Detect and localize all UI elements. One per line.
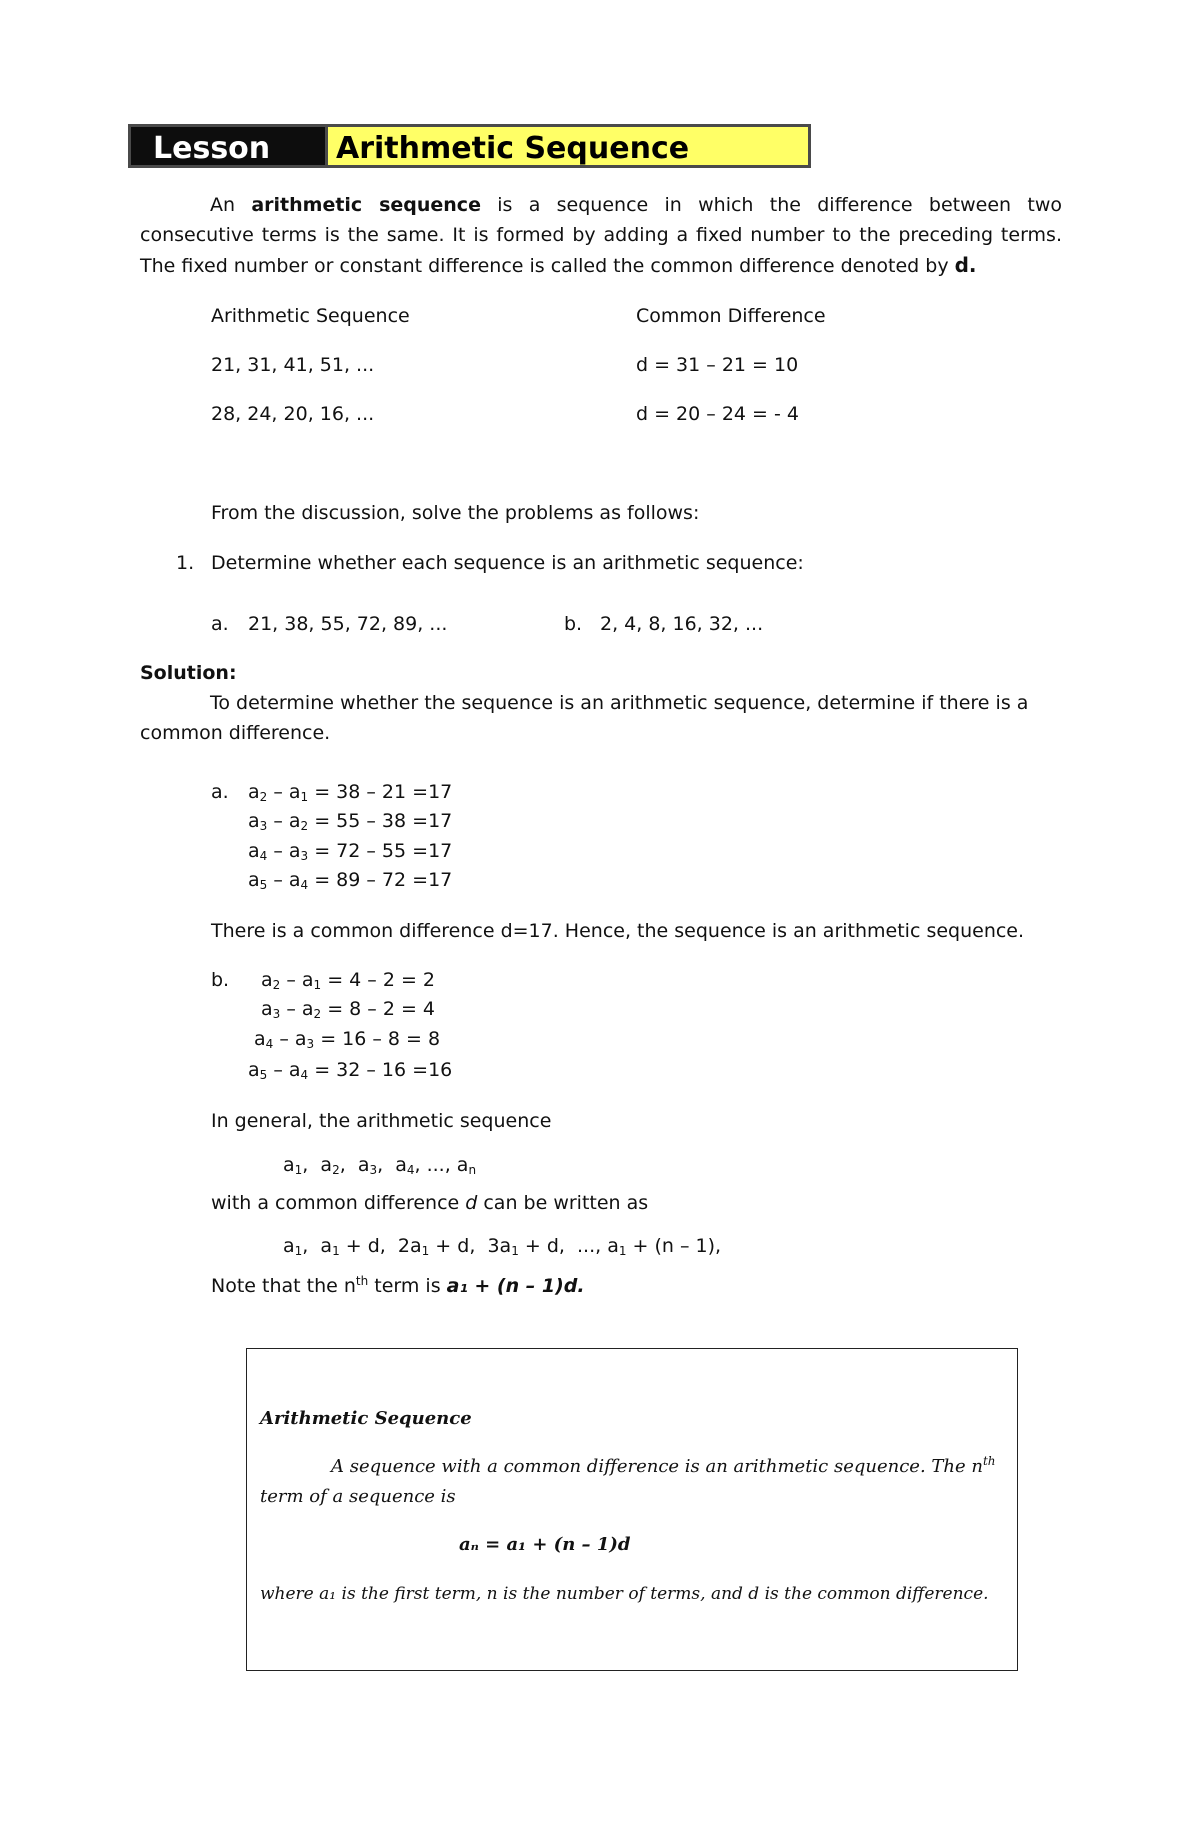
equation-line: $a_4 - a_3 = 72 - 55 =17$ xyxy=(248,840,453,863)
lesson-label-box xyxy=(128,124,328,201)
example-difference: d = 20 – 24 = - 4 xyxy=(636,403,799,425)
definition-box xyxy=(246,1348,1018,1671)
symbol-d: d. xyxy=(954,253,977,277)
example-sequence: 21, 31, 41, 51, ... xyxy=(211,354,375,376)
lesson-label: Lesson 2.1 xyxy=(153,131,271,201)
problem-number: 1. xyxy=(176,552,195,574)
equation-line: $a_4 - a_3 = 16 - 8 = 8$ xyxy=(254,1028,441,1051)
general-intro: In general, the arithmetic sequence xyxy=(211,1110,552,1132)
definition-sentence: A sequence with a common difference is an arithmetic sequence. The $n^{th}$ xyxy=(331,1454,996,1477)
equation-line: $a_3 - a_2 = 55 - 38 =17$ xyxy=(248,810,453,833)
examples-col1-header: Arithmetic Sequence xyxy=(211,305,410,327)
equation-line: $a_2 - a_1 = 4 - 2 = 2$ xyxy=(261,969,436,992)
nth-term-formula: a₁ + (n – 1)d. xyxy=(446,1275,585,1297)
definition-where: where a₁ is the first term, n is the number of terms, and d is the common difference. xyxy=(260,1584,989,1604)
intro-paragraph: An arithmetic sequence is a sequence in which the difference between two consecutive terms is the same. It is formed by adding a fixed number to the preceding terms. The fixed number or constant difference is called the common difference denoted by d. xyxy=(140,194,1062,277)
lesson-title-box xyxy=(328,124,811,168)
solution-heading: Solution: xyxy=(140,662,237,684)
general-line2: with a common difference d can be written as xyxy=(211,1192,649,1214)
equation-line: $a_5 - a_4 = 32 - 16 =16$ xyxy=(248,1059,453,1082)
general-formula: $a_1$, $a_1 + d$, $2a_1 + d$, $3a_1 + d$, ..., $a_1 + (n - 1)$, xyxy=(283,1235,722,1258)
definition-sentence-cont: term of a sequence is xyxy=(260,1486,456,1507)
term-highlight: arithmetic sequence xyxy=(251,194,481,216)
definition-title: Arithmetic Sequence xyxy=(260,1408,472,1429)
definition-formula: aₙ = a₁ + (n – 1)d xyxy=(459,1534,631,1555)
solution-a-label: a. xyxy=(211,781,229,803)
problems-lead: From the discussion, solve the problems as follows: xyxy=(211,502,700,524)
problem-text: Determine whether each sequence is an arithmetic sequence: xyxy=(211,552,804,574)
equation-line: $a_5 - a_4 = 89 - 72 =17$ xyxy=(248,869,453,892)
equation-line: $a_3 - a_2 = 8 - 2 = 4$ xyxy=(261,998,436,1021)
example-sequence: 28, 24, 20, 16, ... xyxy=(211,403,375,425)
solution-text: To determine whether the sequence is an arithmetic sequence, determine if there is a common difference. xyxy=(140,692,1029,744)
general-terms: $a_1$, $a_2$, $a_3$, $a_4$, ..., $a_n$ xyxy=(283,1154,477,1177)
lesson-title: Arithmetic Sequence xyxy=(336,131,690,166)
solution-b-label: b. xyxy=(211,969,230,991)
problem-a-sequence: 21, 38, 55, 72, 89, ... xyxy=(248,613,448,635)
examples-col2-header: Common Difference xyxy=(636,305,826,327)
problem-b-label: b. xyxy=(564,613,583,635)
general-note: Note that the $n^{th}$ term is a₁ + (n – 1)d. xyxy=(211,1274,585,1297)
problem-a-label: a. xyxy=(211,613,229,635)
example-difference: d = 31 – 21 = 10 xyxy=(636,354,799,376)
equation-line: $a_2 - a_1 = 38 - 21 =17$ xyxy=(248,781,453,804)
problem-b-sequence: 2, 4, 8, 16, 32, ... xyxy=(600,613,764,635)
solution-a-conclusion: There is a common difference d=17. Hence, the sequence is an arithmetic sequence. xyxy=(211,920,1025,942)
